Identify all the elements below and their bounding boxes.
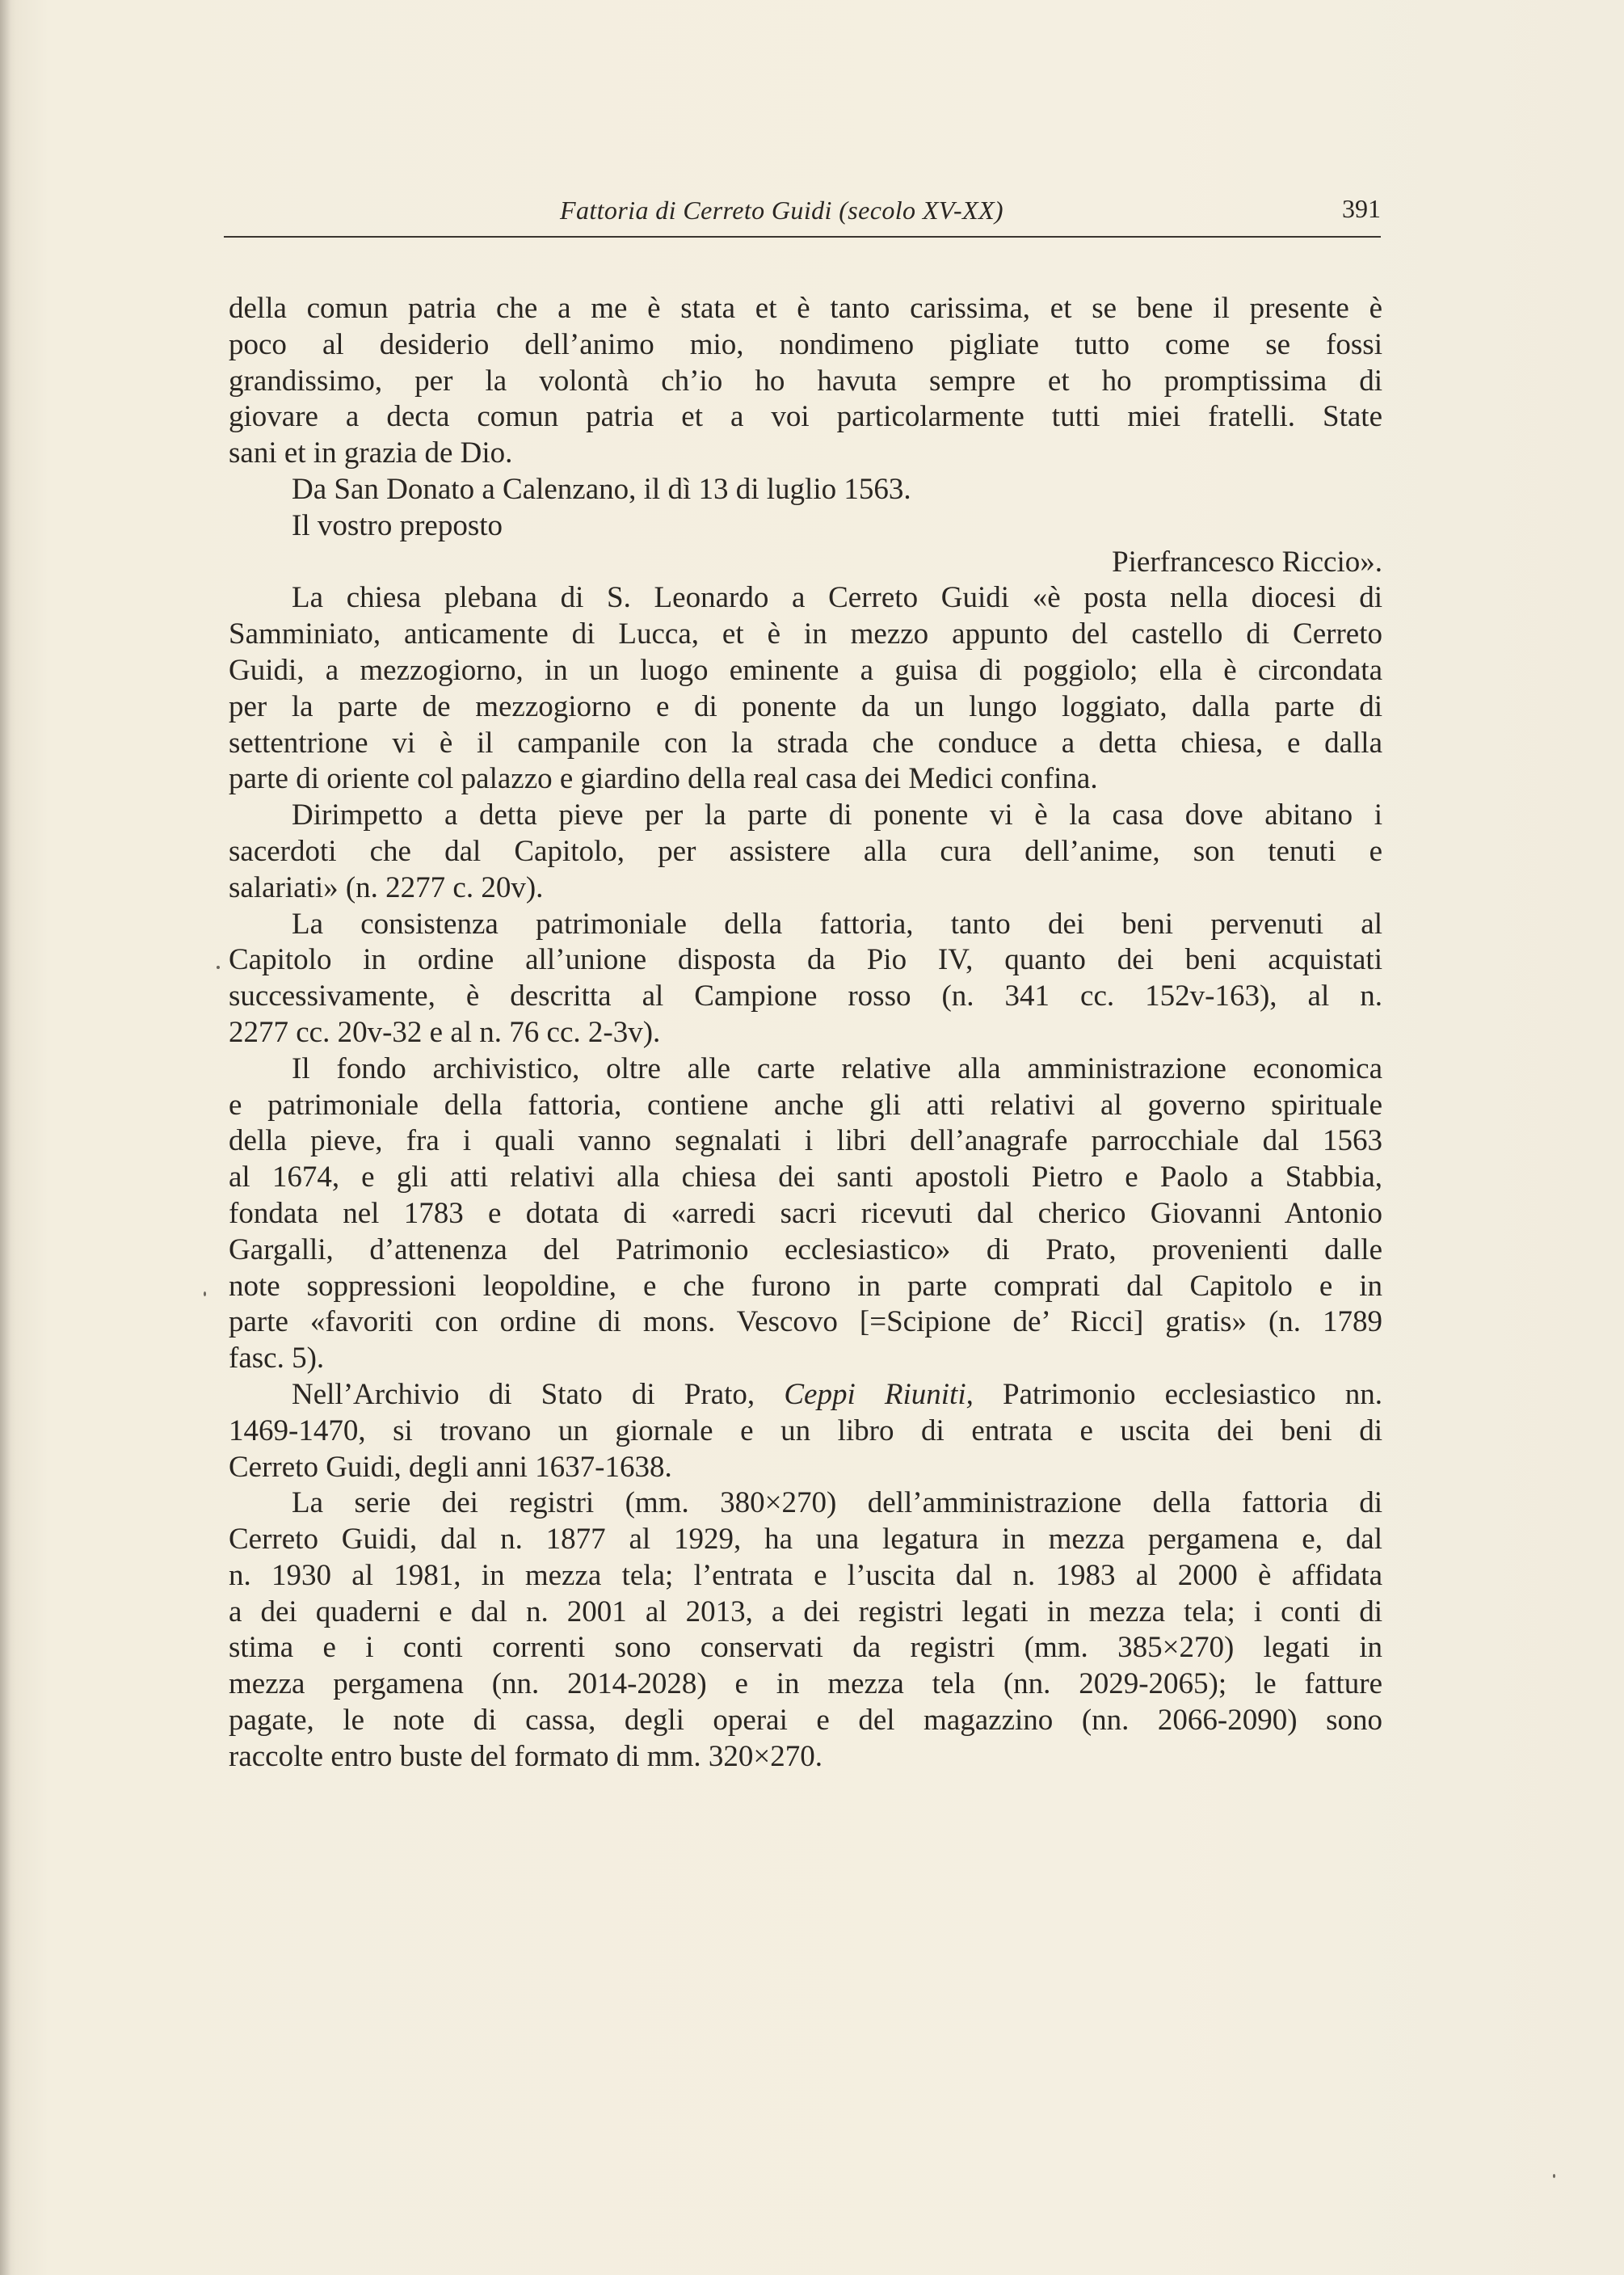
text-line: stima e i conti correnti sono conservati da registri (mm. 385×270) legati in [229,1631,1382,1665]
text-line: e patrimoniale della fattoria, contiene anche gli atti relativi al governo spirituale [229,1088,1382,1122]
paragraph-fondo [229,1051,1382,1377]
paper-speck [204,1291,206,1296]
text-line: n. 1930 al 1981, in mezza tela; l’entrata e l’uscita dal n. 1983 al 2000 è affidata [229,1558,1382,1592]
text-line: parte «favoriti con ordine di mons. Vescovo [=Scipione de’ Ricci] gratis» (n. 1789 [229,1305,1382,1339]
text-line: giovare a decta comun patria et a voi particolarmente tutti miei fratelli. State [229,400,1382,434]
text-line: fondata nel 1783 e dotata di «arredi sacri ricevuti dal cherico Giovanni Antonio [229,1196,1382,1230]
text-line: Il fondo archivistico, oltre alle carte relative alla amministrazione economica [292,1051,1382,1085]
text-line: settentrione vi è il campanile con la strada che conduce a detta chiesa, e dalla [229,726,1382,760]
dateline [229,472,1382,508]
archivio-text: Patrimonio ecclesiastico nn. [1003,1377,1382,1411]
text-line: La chiesa plebana di S. Leonardo a Cerreto Guidi «è posta nella diocesi di [292,581,1382,615]
text-line: poco al desiderio dell’animo mio, nondimeno pigliate tutto come se fossi [229,327,1382,361]
text-line: grandissimo, per la volontà ch’io ho havuta sempre et ho promptissima di [229,364,1382,398]
text-line [229,1377,1382,1413]
text-line: Il vostro preposto [292,508,503,542]
paragraph-consistenza [229,907,1382,1051]
text-line: raccolte entro buste del formato di mm. 320×270. [229,1739,823,1773]
text-line: Cerreto Guidi, dal n. 1877 al 1929, ha una legatura in mezza pergamena e, dal [229,1523,1382,1557]
paragraph-dirimpetto [229,798,1382,906]
fund-name: Ceppi Riuniti, [784,1377,974,1411]
closing-formula [229,508,1382,545]
text-line: a dei quaderni e dal n. 2001 al 2013, a dei registri legati in mezza tela; i conti di [229,1595,1382,1628]
text-line: della comun patria che a me è stata et è tanto carissima, et se bene il presente è [229,292,1382,325]
text-line: sani et in grazia de Dio. [229,436,513,470]
text-line: La consistenza patrimoniale della fattoria, tanto dei beni pervenuti al [292,907,1382,941]
archivio-text: Nell’Archivio di Stato di Prato, [292,1377,755,1411]
page-edge-shadow [0,0,11,2275]
paragraph-archivio [229,1377,1382,1485]
paper-speck [217,966,220,969]
text-line: Guidi, a mezzogiorno, in un luogo eminente a guisa di poggiolo; ella è circondata [229,653,1382,687]
text-line: Capitolo in ordine all’unione disposta da Pio IV, quanto dei beni acquistati [229,943,1382,977]
text-line: della pieve, fra i quali vanno segnalati i libri dell’anagrafe parrocchiale dal 1563 [229,1124,1382,1158]
text-line: La serie dei registri (mm. 380×270) dell’amministrazione della fattoria di [292,1486,1382,1520]
text-line: Dirimpetto a detta pieve per la parte di ponente vi è la casa dove abitano i [292,798,1382,832]
text-line: 1469-1470, si trovano un giornale e un libro di entrata e uscita dei beni di [229,1413,1382,1447]
page-number: 391 [1342,194,1381,223]
text-line: al 1674, e gli atti relativi alla chiesa dei santi apostoli Pietro e Paolo a Stabbia, [229,1161,1382,1194]
body-text [229,291,1382,1776]
text-line: fasc. 5). [229,1342,325,1376]
text-line: 2277 cc. 20v-32 e al n. 76 cc. 2-3v). [229,1015,661,1049]
text-line: pagate, le note di cassa, degli operai e del magazzino (nn. 2066-2090) sono [229,1704,1382,1738]
running-header [224,191,1381,238]
running-title: Fattoria di Cerreto Guidi (secolo XV-XX) [560,196,1003,225]
paragraph-chiesa [229,580,1382,798]
text-line: Da San Donato a Calenzano, il dì 13 di luglio 1563. [292,472,911,506]
signature [229,545,1382,581]
text-line: sacerdoti che dal Capitolo, per assistere alla cura dell’anime, son tenuti e [229,834,1382,868]
letter-closing-paragraph [229,291,1382,472]
signature-text: Pierfrancesco Riccio». [1112,545,1382,579]
text-line: parte di oriente col palazzo e giardino della real casa dei Medici confina. [229,762,1098,796]
text-line: note soppressioni leopoldine, e che furono in parte comprati dal Capitolo e in [229,1269,1382,1303]
paragraph-serie [229,1485,1382,1775]
text-line: Gargalli, d’attenenza del Patrimonio ecclesiastico» di Prato, provenienti dalle [229,1232,1382,1266]
text-line: successivamente, è descritta al Campione rosso (n. 341 cc. 152v-163), al n. [229,980,1382,1013]
text-line: mezza pergamena (nn. 2014-2028) e in mezza tela (nn. 2029-2065); le fatture [229,1667,1382,1701]
text-line: per la parte de mezzogiorno e di ponente da un lungo loggiato, dalla parte di [229,689,1382,723]
paper-speck [1553,2174,1555,2178]
text-line: Cerreto Guidi, degli anni 1637-1638. [229,1450,672,1484]
text-line: salariati» (n. 2277 c. 20v). [229,870,544,904]
text-line: Samminiato, anticamente di Lucca, et è in mezzo appunto del castello di Cerreto [229,617,1382,651]
